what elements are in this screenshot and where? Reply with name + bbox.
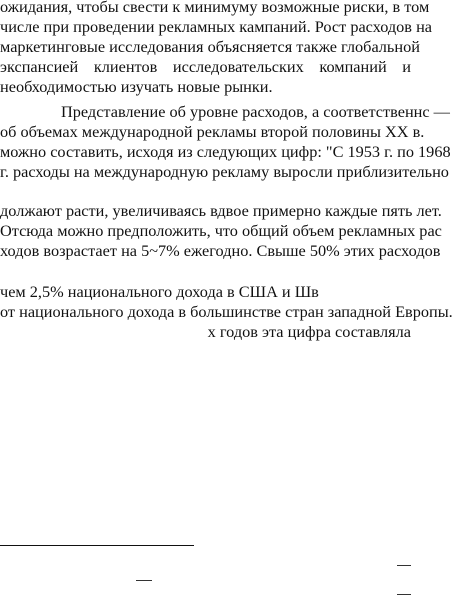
text-line: г. расходы на международную рекламу выросли приблизительно — [0, 162, 449, 181]
dash-mark — [397, 565, 411, 566]
text-line: должают расти, увеличиваясь вдвое примерно каждые пять лет. — [0, 201, 442, 220]
text-line: числе при проведении рекламных кампаний. Рост расходов на — [0, 17, 433, 36]
paragraph-first-line: Представление об уровне расходов, а соответственнс — — [61, 102, 450, 121]
text-line: маркетинговые исследования объясняется также глобальной — [0, 37, 420, 56]
text-line: Отсюда можно предположить, что общий объем рекламных рас — [0, 221, 442, 240]
text-line: необходимостью изучать новые рынки. — [0, 77, 273, 96]
footnote-separator — [0, 545, 194, 546]
text-line: об объемах международной рекламы второй половины XX в. — [0, 122, 425, 141]
dash-mark — [397, 594, 411, 595]
text-line: чем 2,5% национального дохода в США и Шв — [0, 282, 319, 301]
text-line: ходов возрастает на 5~7% ежегодно. Свыше 50% этих расходов — [0, 241, 441, 260]
text-line: ожидания, чтобы свести к минимуму возможные риски, в том — [0, 0, 430, 16]
text-line: от национального дохода в большинстве стран западной Европы. — [0, 302, 453, 321]
dash-mark — [136, 580, 152, 581]
text-line: можно составить, исходя из следующих цифр: "С 1953 г. по 1968 — [0, 142, 451, 161]
text-line: х годов эта цифра составляла — [207, 322, 411, 341]
text-line: экспансией клиентов исследовательских компаний и — [0, 57, 411, 76]
